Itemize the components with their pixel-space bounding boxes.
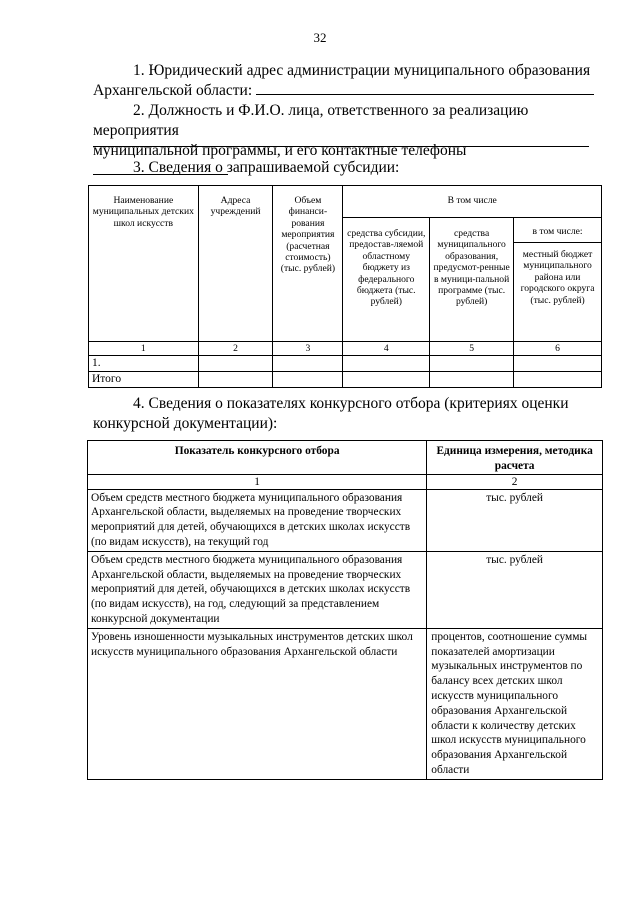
- table-cell: [273, 356, 343, 372]
- subsidy-table: [88, 185, 602, 388]
- subsidy-heading: 3. Сведения о запрашиваемой субсидии:: [133, 159, 400, 176]
- table-cell: [514, 372, 602, 388]
- indicators-heading-cont: конкурсной документации):: [93, 415, 278, 432]
- table-row: [88, 551, 603, 628]
- col-volume-header: Объем финанси-рования мероприятия (расчетная стоимость) (тыс. рублей): [273, 186, 343, 342]
- total-label: Итого: [89, 372, 199, 388]
- table-row: [88, 628, 603, 779]
- col-number: 2: [198, 342, 273, 356]
- legal-address-label: 1. Юридический адрес администрации муниципального образования: [133, 62, 591, 79]
- indicators-table: [87, 440, 603, 780]
- col-number: 3: [273, 342, 343, 356]
- col-number: 1: [88, 474, 427, 489]
- indicators-heading-section: [93, 394, 596, 434]
- responsible-person-label-cont: муниципальной программы, и его контактные телефоны: [93, 141, 596, 181]
- col-number: 2: [427, 474, 603, 489]
- col-number: 6: [514, 342, 602, 356]
- total-row: [89, 372, 602, 388]
- unit-text: тыс. рублей: [427, 489, 603, 551]
- fill-line-extra: [93, 146, 589, 147]
- indicator-text: Объем средств местного бюджета муниципального образования Архангельской области, выделяемых на проведение творческих мероприятий для детей, обучающихся в детских школах искусств (по видам искусств), на год, следующий за представлением конкурсной документации: [88, 551, 427, 628]
- col-local-header: местный бюджет муниципального района или городского округа (тыс. рублей): [514, 243, 602, 342]
- header-unit: Единица измерения, методика расчета: [427, 441, 603, 475]
- col-including-header: В том числе: [343, 186, 602, 218]
- table-row: [89, 356, 602, 372]
- col-regional-header: средства субсидии, предостав-ляемой областному бюджету из федерального бюджета (тыс. рублей): [343, 218, 430, 342]
- col-address-header: Адреса учреждений: [198, 186, 273, 342]
- table-row: [88, 489, 603, 551]
- header-indicator: Показатель конкурсного отбора: [88, 441, 427, 475]
- column-number-row: [88, 474, 603, 489]
- indicators-heading: 4. Сведения о показателях конкурсного отбора (критериях оценки: [133, 395, 569, 412]
- table-cell: [430, 372, 514, 388]
- page-number: 32: [313, 30, 327, 45]
- row-label: 1.: [89, 356, 199, 372]
- legal-address-fill-line: [256, 81, 594, 95]
- col-number: 5: [430, 342, 514, 356]
- col-number: 4: [343, 342, 430, 356]
- unit-text: тыс. рублей: [427, 551, 603, 628]
- table-cell: [273, 372, 343, 388]
- responsible-person-label: 2. Должность и Ф.И.О. лица, ответственного за реализацию мероприятия: [93, 102, 529, 139]
- col-including2-header: в том числе:: [514, 218, 602, 243]
- unit-text: процентов, соотношение суммы показателей амортизации музыкальных инструментов по балансу всех детских школ искусств муниципального образования Архангельской области к количеству детских школ искусств муниципального образования Архангельской области: [427, 628, 603, 779]
- legal-address-section: [93, 61, 596, 101]
- indicator-text: Объем средств местного бюджета муниципального образования Архангельской области, выделяемых на проведение творческих мероприятий для детей, обучающихся в детских школах искусств (по видам искусств), на текущий год: [88, 489, 427, 551]
- table-cell: [343, 372, 430, 388]
- table-cell: [198, 356, 273, 372]
- table-cell: [514, 356, 602, 372]
- col-number: 1: [89, 342, 199, 356]
- table-cell: [430, 356, 514, 372]
- legal-address-label-cont: Архангельской области:: [93, 81, 596, 101]
- col-municipal-header: средства муниципального образования, предусмот-ренные в муници-пальной программе (тыс. рублей): [430, 218, 514, 342]
- column-number-row: [89, 342, 602, 356]
- table-cell: [198, 372, 273, 388]
- col-names-header: Наименование муниципальных детских школ искусств: [89, 186, 199, 342]
- indicator-text: Уровень изношенности музыкальных инструментов детских школ искусств муниципального образования Архангельской области: [88, 628, 427, 779]
- table-cell: [343, 356, 430, 372]
